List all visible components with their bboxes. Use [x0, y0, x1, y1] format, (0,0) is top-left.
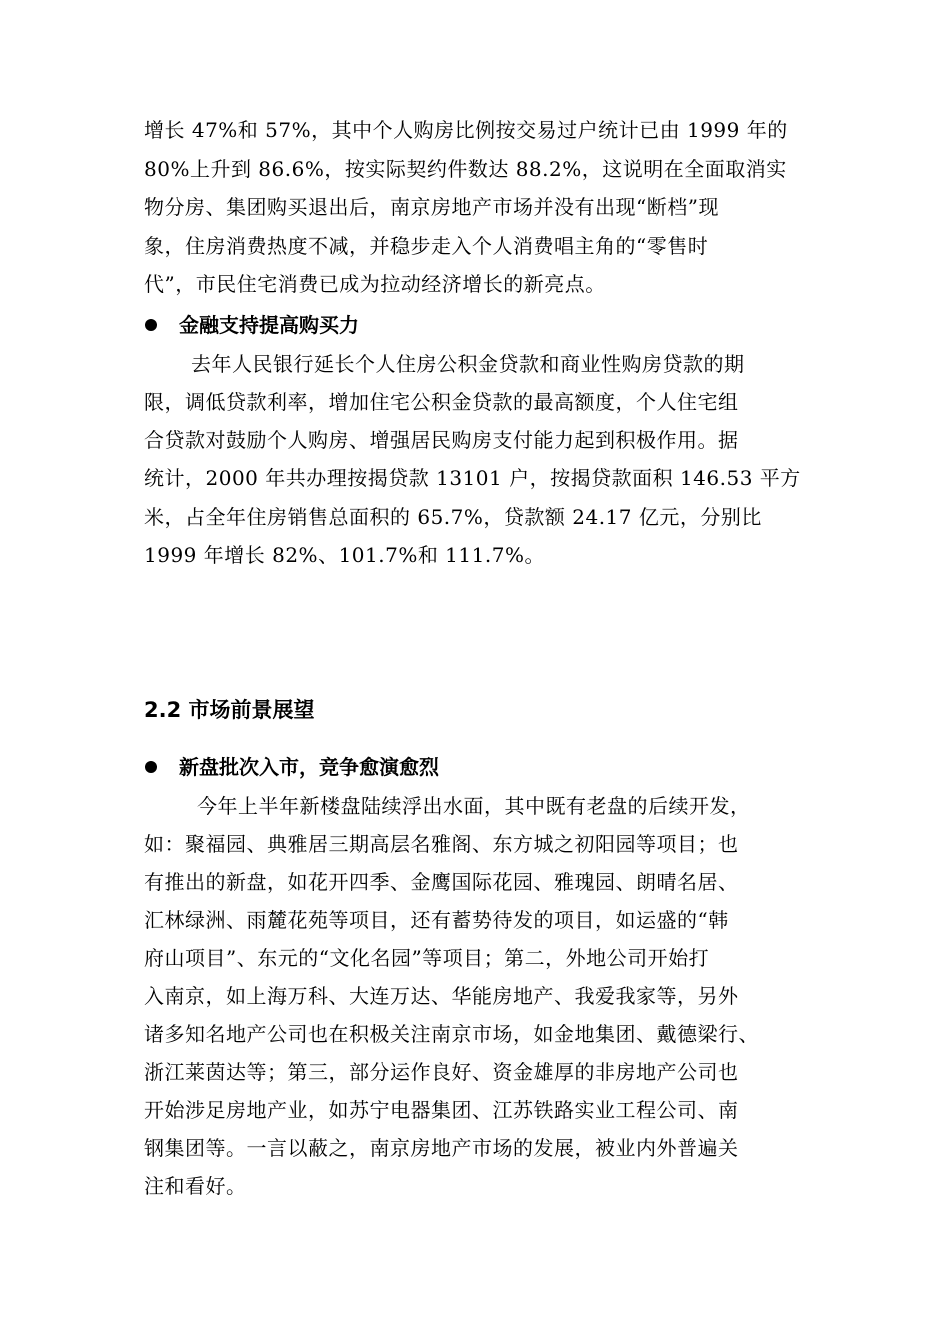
paragraph-line: 如：聚福园、典雅居三期高层名雅阁、东方城之初阳园等项目；也: [144, 832, 739, 856]
bullet-icon: [145, 761, 157, 773]
paragraph-line: 开始涉足房地产业，如苏宁电器集团、江苏铁路实业工程公司、南: [144, 1098, 739, 1122]
paragraph-line: 代”，市民住宅消费已成为拉动经济增长的新亮点。: [144, 272, 606, 296]
paragraph-line: 汇林绿洲、雨麓花苑等项目，还有蓄势待发的项目，如运盛的“韩: [144, 908, 729, 932]
bullet-heading: [144, 755, 439, 779]
paragraph-line: 米，占全年住房销售总面积的 65.7%，贷款额 24.17 亿元，分别比: [144, 505, 762, 529]
paragraph-line: 合贷款对鼓励个人购房、增强居民购房支付能力起到积极作用。据: [144, 428, 739, 452]
paragraph-line: 1999 年增长 82%、101.7%和 111.7%。: [144, 543, 545, 567]
paragraph-line: 府山项目”、东元的“文化名园”等项目；第二，外地公司开始打: [144, 946, 710, 970]
paragraph-line: 诸多知名地产公司也在积极关注南京市场，如金地集团、戴德梁行、: [144, 1022, 759, 1046]
paragraph-line: 物分房、集团购买退出后，南京房地产市场并没有出现“断档”现: [144, 195, 719, 219]
paragraph-line: 80%上升到 86.6%，按实际契约件数达 88.2%，这说明在全面取消实: [144, 157, 787, 181]
paragraph-line: 限，调低贷款利率，增加住宅公积金贷款的最高额度，个人住宅组: [144, 390, 739, 414]
paragraph-line: 浙江莱茵达等；第三，部分运作良好、资金雄厚的非房地产公司也: [144, 1060, 739, 1084]
paragraph-line: 增长 47%和 57%，其中个人购房比例按交易过户统计已由 1999 年的: [144, 118, 788, 142]
bullet-heading: [144, 313, 359, 337]
paragraph-line: 去年人民银行延长个人住房公积金贷款和商业性购房贷款的期: [191, 352, 745, 376]
bullet-heading-text: 金融支持提高购买力: [179, 313, 359, 337]
paragraph-line: 统计，2000 年共办理按揭贷款 13101 户，按揭贷款面积 146.53 平方: [144, 466, 801, 490]
paragraph-line: 象，住房消费热度不减，并稳步走入个人消费唱主角的“零售时: [144, 234, 709, 258]
section-heading: 2.2 市场前景展望: [144, 698, 315, 722]
paragraph-line: 入南京，如上海万科、大连万达、华能房地产、我爱我家等，另外: [144, 984, 739, 1008]
paragraph-line: 注和看好。: [144, 1174, 247, 1198]
paragraph-line: 钢集团等。一言以蔽之，南京房地产市场的发展，被业内外普遍关: [144, 1136, 739, 1160]
bullet-icon: [145, 319, 157, 331]
paragraph-line: 今年上半年新楼盘陆续浮出水面，其中既有老盘的后续开发，: [197, 794, 751, 818]
bullet-heading-text: 新盘批次入市，竞争愈演愈烈: [179, 755, 439, 779]
paragraph-line: 有推出的新盘，如花开四季、金鹰国际花园、雅瑰园、朗晴名居、: [144, 870, 739, 894]
